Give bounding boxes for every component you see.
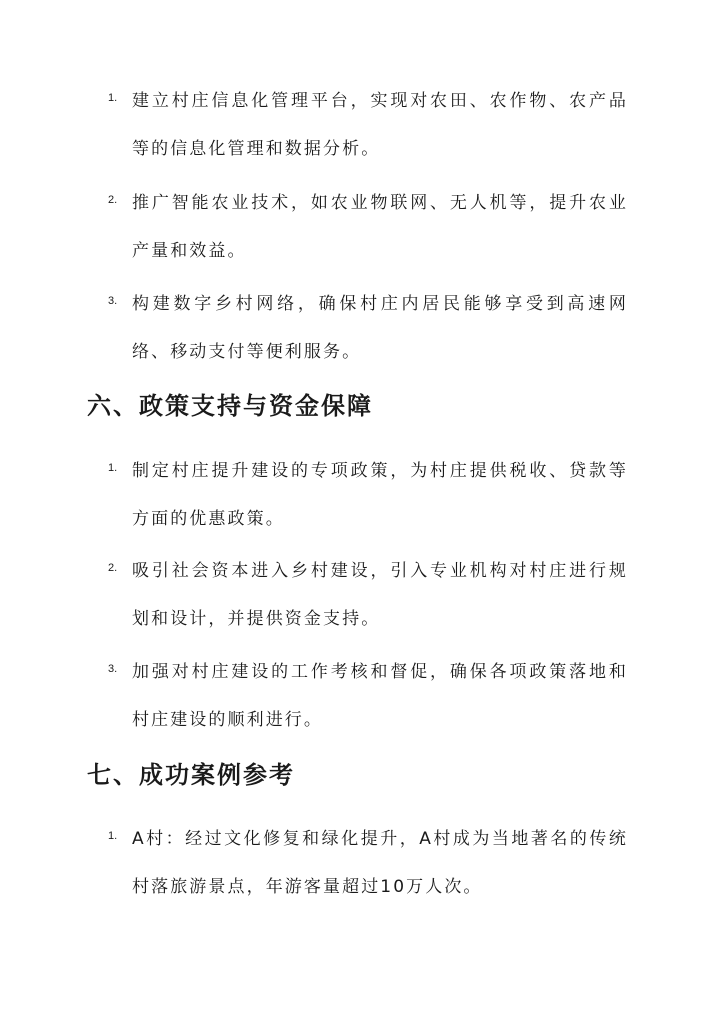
- list-number: 2.: [108, 194, 118, 206]
- list-text: 加强对村庄建设的工作考核和督促，确保各项政策落地和村庄建设的顺利进行。: [132, 662, 628, 730]
- list-number: 1.: [108, 830, 118, 842]
- list-text: 建立村庄信息化管理平台，实现对农田、农作物、农产品等的信息化管理和数据分析。: [132, 91, 628, 159]
- list-text: 推广智能农业技术，如农业物联网、无人机等，提升农业产量和效益。: [132, 193, 628, 261]
- list-number: 2.: [108, 562, 118, 574]
- list-number: 1.: [108, 92, 118, 104]
- list-text: 构建数字乡村网络，确保村庄内居民能够享受到高速网络、移动支付等便利服务。: [132, 294, 628, 362]
- list-text: 吸引社会资本进入乡村建设，引入专业机构对村庄进行规划和设计，并提供资金支持。: [132, 561, 628, 629]
- list-text: A村：经过文化修复和绿化提升，A村成为当地著名的传统村落旅游景点，年游客量超过10万人次。: [132, 829, 628, 897]
- list-number: 3.: [108, 663, 118, 675]
- section-heading: 七、成功案例参考: [87, 760, 295, 789]
- list-number: 3.: [108, 295, 118, 307]
- section-heading: 六、政策支持与资金保障: [87, 391, 373, 420]
- list-number: 1.: [108, 462, 118, 474]
- list-text: 制定村庄提升建设的专项政策，为村庄提供税收、贷款等方面的优惠政策。: [132, 461, 628, 529]
